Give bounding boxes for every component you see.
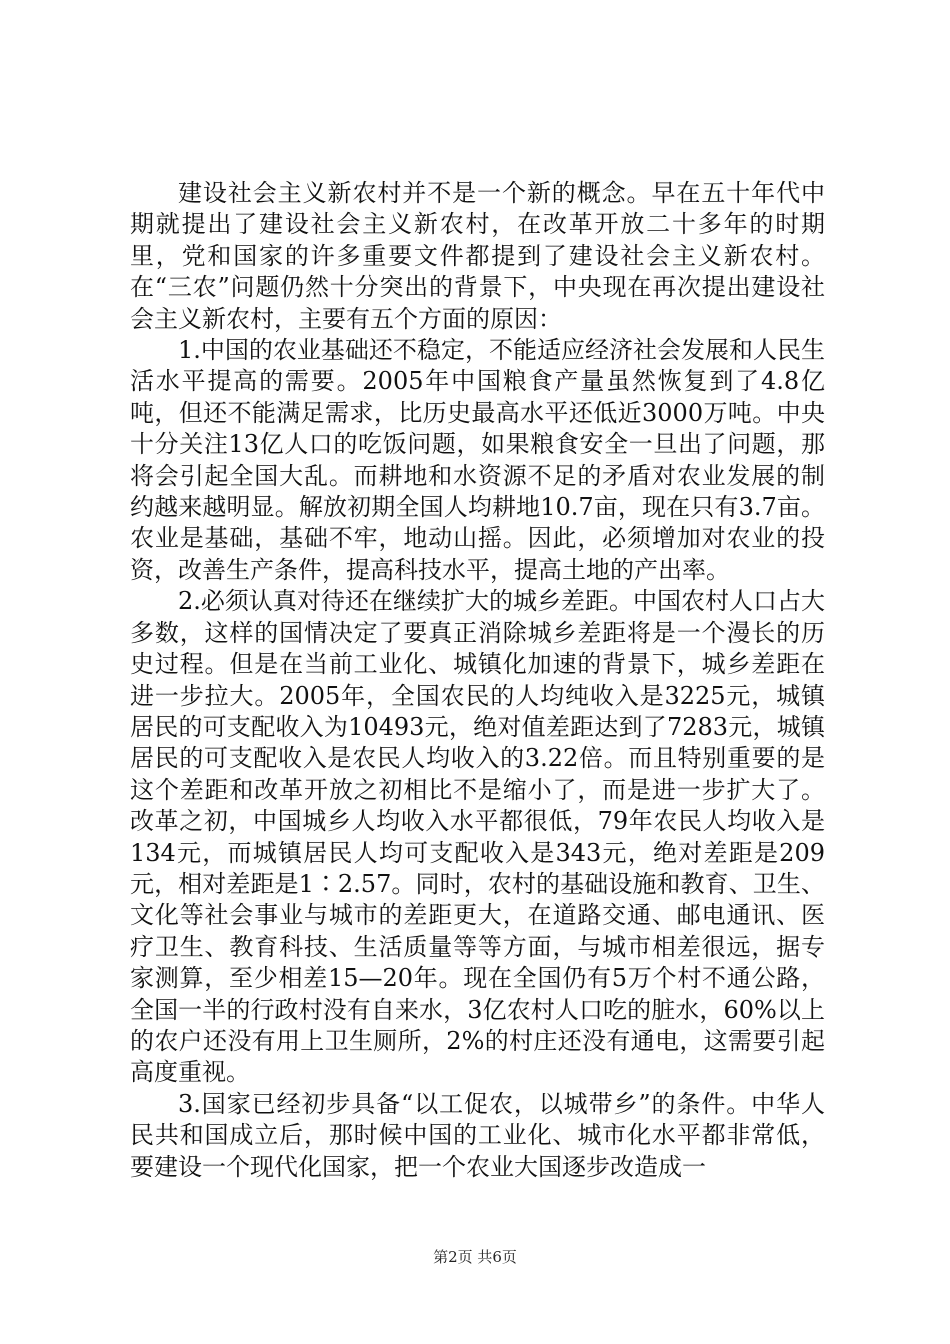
- paragraph-reason-2: 2.必须认真对待还在继续扩大的城乡差距。中国农村人口占大多数，这样的国情决定了要真正消除城乡差距将是一个漫长的历史过程。但是在当前工业化、城镇化加速的背景下，城乡差距在进一步拉大。2005年，全国农民的人均纯收入是3225元，城镇居民的可支配收入为10493元，绝对值差距达到了7283元，城镇居民的可支配收入是农民人均收入的3.22倍。而且特别重要的是这个差距和改革开放之初相比不是缩小了，而是进一步扩大了。改革之初，中国城乡人均收入水平都很低，79年农民人均收入是134元，而城镇居民人均可支配收入是343元，绝对差距是209元，相对差距是1∶2.57。同时，农村的基础设施和教育、卫生、文化等社会事业与城市的差距更大，在道路交通、邮电通讯、医疗卫生、教育科技、生活质量等等方面，与城市相差很远，据专家测算，至少相差15—20年。现在全国仍有5万个村不通公路，全国一半的行政村没有自来水，3亿农村人口吃的脏水，60%以上的农户还没有用上卫生厕所，2%的村庄还没有通电，这需要引起高度重视。: [130, 587, 825, 1087]
- paragraph-reason-1: 1.中国的农业基础还不稳定，不能适应经济社会发展和人民生活水平提高的需要。2005年中国粮食产量虽然恢复到了4.8亿吨，但还不能满足需求，比历史最高水平还低近3000万吨。中央十分关注13亿人口的吃饭问题，如果粮食安全一旦出了问题，那将会引起全国大乱。而耕地和水资源不足的矛盾对农业发展的制约越来越明显。解放初期全国人均耕地10.7亩，现在只有3.7亩。农业是基础，基础不牢，地动山摇。因此，必须增加对农业的投资，改善生产条件，提高科技水平，提高土地的产出率。: [130, 336, 825, 584]
- paragraph-reason-3: 3.国家已经初步具备“以工促农，以城带乡”的条件。中华人民共和国成立后，那时候中国的工业化、城市化水平都非常低，要建设一个现代化国家，把一个农业大国逐步改造成一: [130, 1089, 825, 1181]
- page-footer: 第2页 共6页: [433, 1248, 517, 1266]
- paragraph-intro: 建设社会主义新农村并不是一个新的概念。早在五十年代中期就提出了建设社会主义新农村，在改革开放二十多年的时期里，党和国家的许多重要文件都提到了建设社会主义新农村。在“三农”问题仍然十分突出的背景下，中央现在再次提出建设社会主义新农村，主要有五个方面的原因：: [130, 179, 825, 333]
- body-text: [130, 178, 825, 1183]
